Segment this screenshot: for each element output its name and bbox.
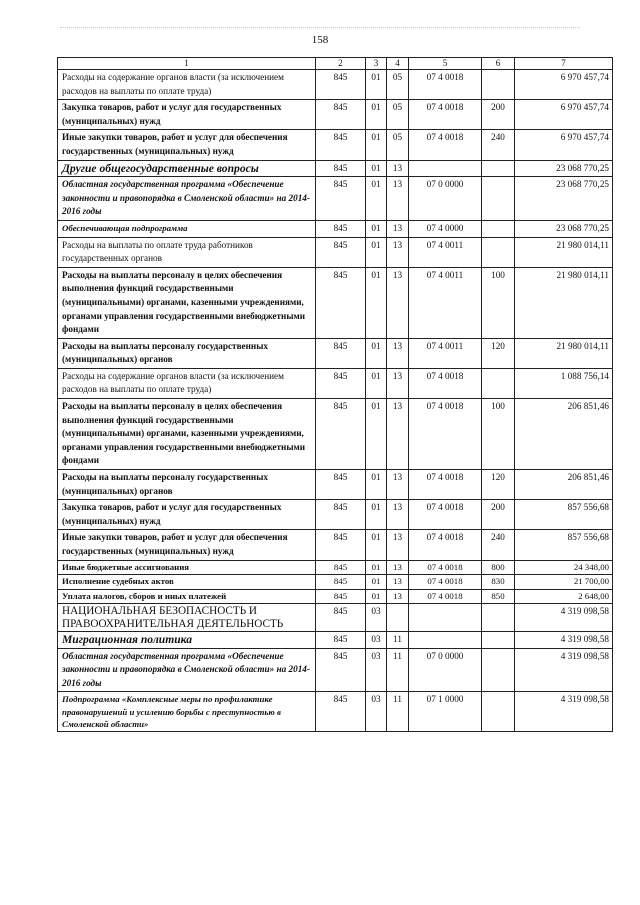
row-ministry-code: 845 (316, 338, 366, 368)
row-amount: 4 319 098,58 (515, 692, 613, 732)
row-section-code: 03 (366, 604, 387, 632)
row-section-code: 03 (366, 648, 387, 692)
row-section-code: 01 (366, 530, 387, 560)
row-subsection-code: 13 (387, 470, 409, 500)
row-target-article: 07 4 0018 (409, 100, 482, 130)
row-amount: 206 851,46 (515, 470, 613, 500)
row-section-code: 01 (366, 399, 387, 470)
table-row (58, 575, 613, 590)
row-target-article: 07 4 0018 (409, 530, 482, 560)
row-section-code: 01 (366, 100, 387, 130)
row-name: Иные закупки товаров, работ и услуг для обеспечения государственных (муниципальных) нужд (58, 530, 316, 560)
row-target-article: 07 4 0018 (409, 470, 482, 500)
row-section-code: 01 (366, 220, 387, 237)
row-amount: 21 980 014,11 (515, 338, 613, 368)
row-target-article: 07 0 0000 (409, 177, 482, 221)
row-target-article: 07 4 0018 (409, 130, 482, 160)
row-section-code: 03 (366, 632, 387, 649)
table-row (58, 267, 613, 338)
row-ministry-code: 845 (316, 160, 366, 177)
row-expense-type (482, 70, 515, 100)
row-ministry-code: 845 (316, 100, 366, 130)
row-target-article: 07 0 0000 (409, 648, 482, 692)
table-row (58, 692, 613, 732)
row-section-code: 01 (366, 267, 387, 338)
row-section-code: 01 (366, 177, 387, 221)
row-subsection-code: 13 (387, 575, 409, 590)
row-name: Закупка товаров, работ и услуг для государственных (муниципальных) нужд (58, 500, 316, 530)
row-subsection-code: 13 (387, 560, 409, 575)
row-section-code: 01 (366, 368, 387, 398)
row-expense-type (482, 604, 515, 632)
row-target-article: 07 4 0018 (409, 560, 482, 575)
row-target-article (409, 604, 482, 632)
row-ministry-code: 845 (316, 500, 366, 530)
header-row (58, 58, 613, 70)
row-ministry-code: 845 (316, 470, 366, 500)
table-row (58, 70, 613, 100)
row-subsection-code: 05 (387, 100, 409, 130)
row-subsection-code: 11 (387, 632, 409, 649)
row-target-article (409, 632, 482, 649)
row-name: Миграционная политика (58, 632, 316, 649)
row-subsection-code: 13 (387, 220, 409, 237)
col-header-2: 2 (316, 58, 366, 70)
row-section-code: 01 (366, 589, 387, 604)
row-name: Иные закупки товаров, работ и услуг для обеспечения государственных (муниципальных) нужд (58, 130, 316, 160)
table-row (58, 177, 613, 221)
row-amount: 21 700,00 (515, 575, 613, 590)
row-ministry-code: 845 (316, 648, 366, 692)
row-name: Уплата налогов, сборов и иных платежей (58, 589, 316, 604)
table-row (58, 604, 613, 632)
row-amount: 4 319 098,58 (515, 632, 613, 649)
table-row (58, 500, 613, 530)
row-name: Расходы на выплаты по оплате труда работников государственных органов (58, 237, 316, 267)
table-row (58, 160, 613, 177)
table-row (58, 470, 613, 500)
row-target-article: 07 4 0000 (409, 220, 482, 237)
row-ministry-code: 845 (316, 368, 366, 398)
col-header-4: 4 (387, 58, 409, 70)
row-subsection-code (387, 604, 409, 632)
row-expense-type: 200 (482, 500, 515, 530)
row-section-code: 01 (366, 160, 387, 177)
row-target-article: 07 4 0018 (409, 589, 482, 604)
row-subsection-code: 11 (387, 648, 409, 692)
row-target-article: 07 4 0011 (409, 338, 482, 368)
row-amount: 4 319 098,58 (515, 604, 613, 632)
row-name: Расходы на выплаты персоналу государственных (муниципальных) органов (58, 470, 316, 500)
row-ministry-code: 845 (316, 692, 366, 732)
row-amount: 23 068 770,25 (515, 220, 613, 237)
row-expense-type: 240 (482, 130, 515, 160)
row-expense-type (482, 177, 515, 221)
table-row (58, 237, 613, 267)
row-target-article: 07 4 0018 (409, 368, 482, 398)
row-ministry-code: 845 (316, 177, 366, 221)
row-ministry-code: 845 (316, 632, 366, 649)
page-number: 158 (311, 34, 329, 46)
row-subsection-code: 13 (387, 399, 409, 470)
row-target-article: 07 4 0018 (409, 70, 482, 100)
row-expense-type: 240 (482, 530, 515, 560)
row-subsection-code: 13 (387, 267, 409, 338)
row-ministry-code: 845 (316, 267, 366, 338)
table-row (58, 648, 613, 692)
row-name: Другие общегосударственные вопросы (58, 160, 316, 177)
row-ministry-code: 845 (316, 130, 366, 160)
row-expense-type: 120 (482, 338, 515, 368)
row-subsection-code: 13 (387, 338, 409, 368)
col-header-6: 6 (482, 58, 515, 70)
row-ministry-code: 845 (316, 560, 366, 575)
row-subsection-code: 13 (387, 368, 409, 398)
row-target-article: 07 4 0011 (409, 237, 482, 267)
table-row (58, 368, 613, 398)
row-name: Расходы на выплаты персоналу в целях обеспечения выполнения функций государственными (муниципальными) органами, казенными учреждениями, органами управления государственными внебюджетными фондами (58, 267, 316, 338)
row-amount: 857 556,68 (515, 530, 613, 560)
row-name: Областная государственная программа «Обеспечение законности и правопорядка в Смоленской области» на 2014-2016 годы (58, 648, 316, 692)
row-expense-type (482, 160, 515, 177)
row-ministry-code: 845 (316, 399, 366, 470)
row-subsection-code: 13 (387, 589, 409, 604)
row-section-code: 01 (366, 560, 387, 575)
row-target-article: 07 4 0011 (409, 267, 482, 338)
row-subsection-code: 13 (387, 530, 409, 560)
row-subsection-code: 13 (387, 177, 409, 221)
row-expense-type (482, 632, 515, 649)
row-section-code: 01 (366, 70, 387, 100)
row-name: Закупка товаров, работ и услуг для государственных (муниципальных) нужд (58, 100, 316, 130)
row-amount: 206 851,46 (515, 399, 613, 470)
table-row (58, 220, 613, 237)
table-row (58, 130, 613, 160)
row-expense-type (482, 648, 515, 692)
row-subsection-code: 13 (387, 237, 409, 267)
row-amount: 6 970 457,74 (515, 100, 613, 130)
row-amount: 857 556,68 (515, 500, 613, 530)
row-expense-type: 100 (482, 267, 515, 338)
row-target-article: 07 4 0018 (409, 399, 482, 470)
row-name: Расходы на выплаты персоналу государственных (муниципальных) органов (58, 338, 316, 368)
row-amount: 23 068 770,25 (515, 160, 613, 177)
row-target-article: 07 1 0000 (409, 692, 482, 732)
row-section-code: 01 (366, 338, 387, 368)
row-expense-type: 200 (482, 100, 515, 130)
row-section-code: 01 (366, 500, 387, 530)
row-target-article: 07 4 0018 (409, 500, 482, 530)
row-expense-type: 100 (482, 399, 515, 470)
row-name: Расходы на содержание органов власти (за исключением расходов на выплаты по оплате труда) (58, 368, 316, 398)
row-ministry-code: 845 (316, 575, 366, 590)
col-header-1: 1 (58, 58, 316, 70)
row-name: НАЦИОНАЛЬНАЯ БЕЗОПАСНОСТЬ И ПРАВООХРАНИТЕЛЬНАЯ ДЕЯТЕЛЬНОСТЬ (58, 604, 316, 632)
row-section-code: 01 (366, 575, 387, 590)
row-subsection-code: 13 (387, 160, 409, 177)
row-name: Расходы на содержание органов власти (за исключением расходов на выплаты по оплате труда) (58, 70, 316, 100)
row-section-code: 01 (366, 237, 387, 267)
row-name: Исполнение судебных актов (58, 575, 316, 590)
row-target-article: 07 4 0018 (409, 575, 482, 590)
row-ministry-code: 845 (316, 604, 366, 632)
row-expense-type (482, 237, 515, 267)
row-section-code: 01 (366, 470, 387, 500)
row-amount: 6 970 457,74 (515, 130, 613, 160)
col-header-7: 7 (515, 58, 613, 70)
row-ministry-code: 845 (316, 237, 366, 267)
row-expense-type (482, 692, 515, 732)
row-ministry-code: 845 (316, 220, 366, 237)
row-name: Подпрограмма «Комплексные меры по профилактике правонарушений и усилению борьбы с преступностью в Смоленской области» (58, 692, 316, 732)
table-row (58, 100, 613, 130)
row-subsection-code: 11 (387, 692, 409, 732)
row-name: Обеспечивающая подпрограмма (58, 220, 316, 237)
row-section-code: 03 (366, 692, 387, 732)
row-ministry-code: 845 (316, 589, 366, 604)
budget-table (57, 57, 613, 732)
row-expense-type: 850 (482, 589, 515, 604)
row-expense-type: 830 (482, 575, 515, 590)
col-header-5: 5 (409, 58, 482, 70)
row-expense-type (482, 220, 515, 237)
row-amount: 1 088 756,14 (515, 368, 613, 398)
row-name: Расходы на выплаты персоналу в целях обеспечения выполнения функций государственными (муниципальными) органами, казенными учреждениями, органами управления государственными внебюджетными фондами (58, 399, 316, 470)
table-row (58, 589, 613, 604)
row-subsection-code: 05 (387, 70, 409, 100)
row-amount: 21 980 014,11 (515, 237, 613, 267)
scan-artifact-line (60, 27, 580, 30)
col-header-3: 3 (366, 58, 387, 70)
row-amount: 6 970 457,74 (515, 70, 613, 100)
row-expense-type: 800 (482, 560, 515, 575)
row-amount: 21 980 014,11 (515, 267, 613, 338)
table-body (58, 70, 613, 732)
row-amount: 4 319 098,58 (515, 648, 613, 692)
row-subsection-code: 05 (387, 130, 409, 160)
row-name: Областная государственная программа «Обеспечение законности и правопорядка в Смоленской области» на 2014-2016 годы (58, 177, 316, 221)
row-amount: 24 348,00 (515, 560, 613, 575)
row-subsection-code: 13 (387, 500, 409, 530)
table-row (58, 338, 613, 368)
table-row (58, 399, 613, 470)
row-name: Иные бюджетные ассигнования (58, 560, 316, 575)
row-ministry-code: 845 (316, 530, 366, 560)
row-section-code: 01 (366, 130, 387, 160)
table-row (58, 632, 613, 649)
row-amount: 2 648,00 (515, 589, 613, 604)
row-expense-type: 120 (482, 470, 515, 500)
table-row (58, 560, 613, 575)
row-amount: 23 068 770,25 (515, 177, 613, 221)
row-expense-type (482, 368, 515, 398)
row-ministry-code: 845 (316, 70, 366, 100)
row-target-article (409, 160, 482, 177)
table-row (58, 530, 613, 560)
